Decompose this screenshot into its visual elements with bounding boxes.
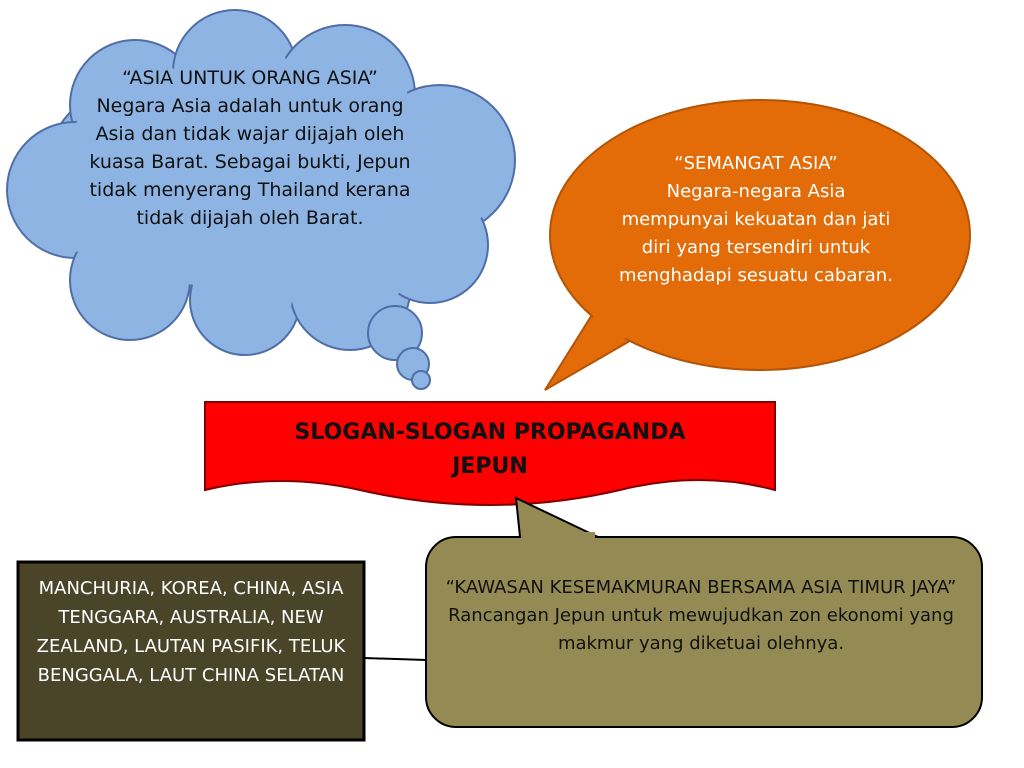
diagram-title: SLOGAN-SLOGAN PROPAGANDA JEPUN — [294, 420, 686, 479]
cloud-slogan-text: “ASIA UNTUK ORANG ASIA” Negara Asia adalah untuk orang Asia dan tidak wajar dijajah oleh kuasa Barat. Sebagai bukti, Jepun tidak menyerang Thailand kerana tidak dijajah oleh Barat. — [89, 67, 411, 229]
region-list-text: MANCHURIA, KOREA, CHINA, ASIA TENGGARA, AUSTRALIA, NEW ZEALAND, LAUTAN PASIFIK, TELUK BENGGALA, LAUT CHINA SELATAN — [36, 578, 346, 686]
connector-line — [364, 658, 426, 660]
thought-bubble-small — [412, 371, 430, 389]
kawasan-kesemakmuran-text: “KAWASAN KESEMAKMURAN BERSAMA ASIA TIMUR JAYA” Rancangan Jepun untuk mewujudkan zon ekonomi yang makmur yang diketuai olehnya. — [445, 577, 957, 654]
semangat-asia-text: “SEMANGAT ASIA” Negara-negara Asia mempunyai kekuatan dan jati diri yang tersendiri untuk menghadapi sesuatu cabaran. — [619, 153, 893, 286]
